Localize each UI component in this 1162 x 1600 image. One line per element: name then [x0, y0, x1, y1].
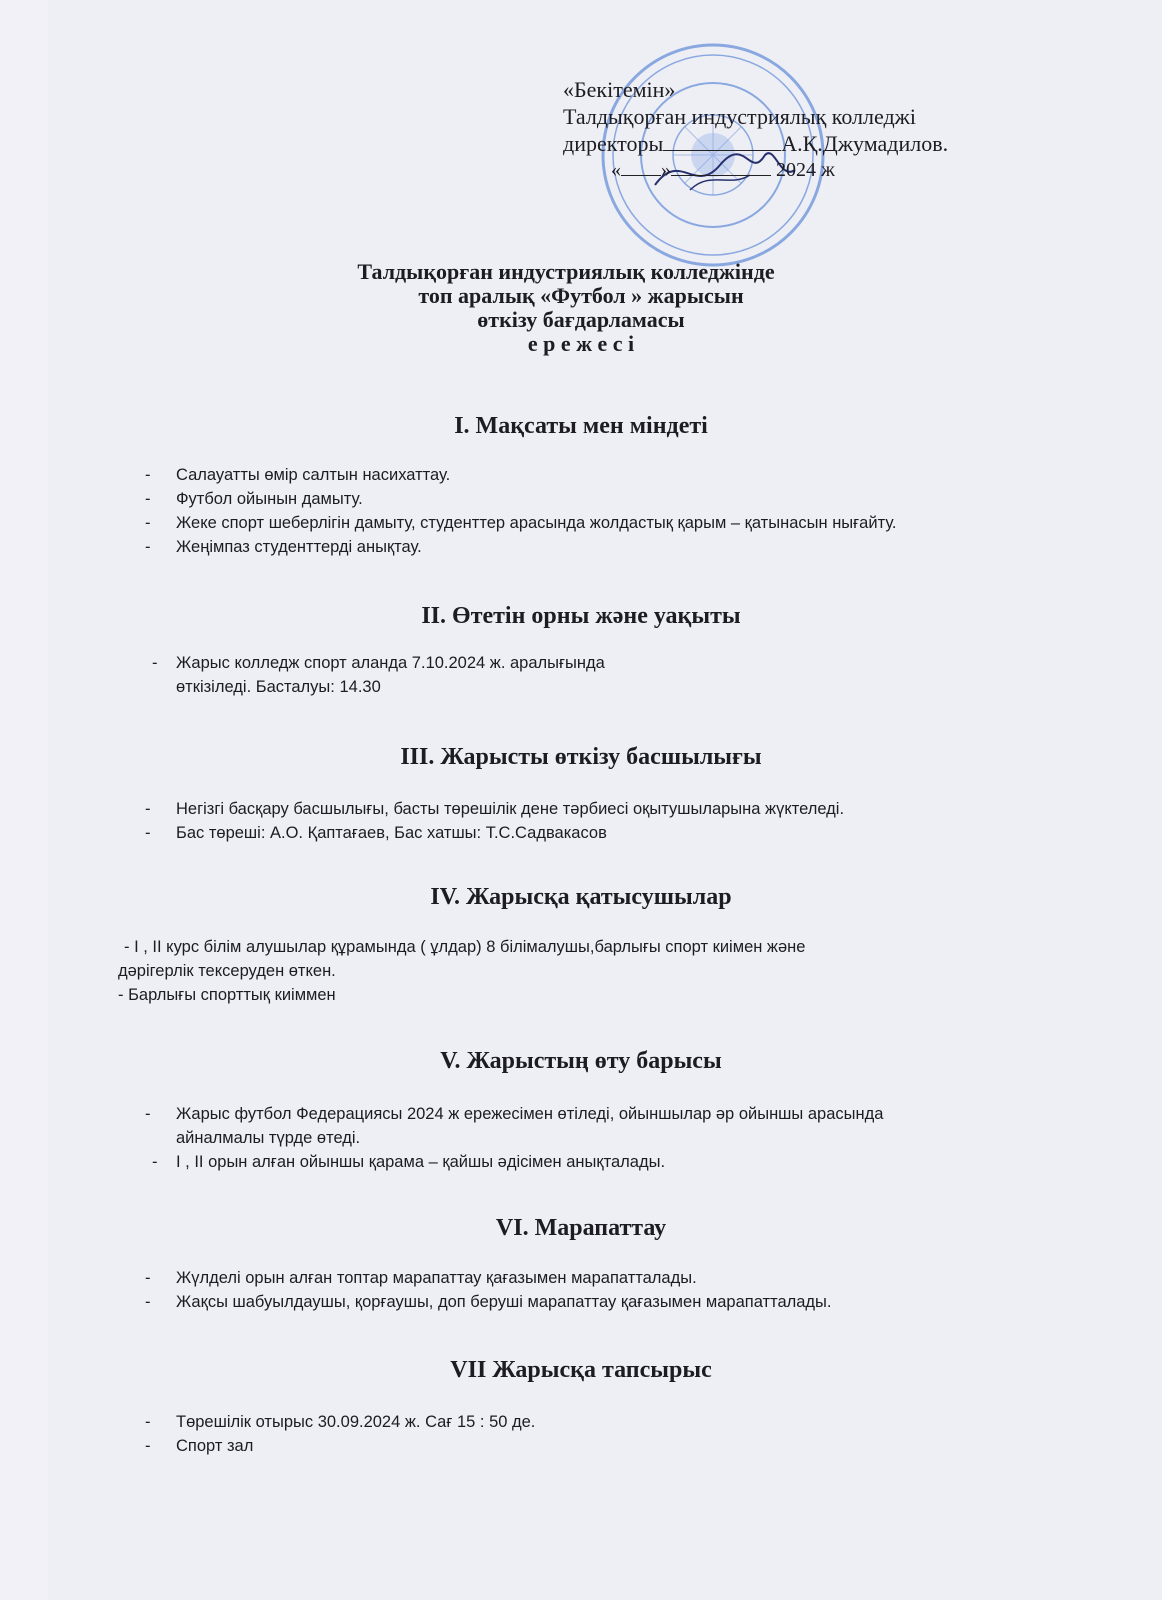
approval-college: Талдықорған индустриялық колледжі: [563, 104, 916, 129]
director-name: А.Қ.Джумадилов.: [781, 131, 949, 156]
participants-line-1: - I , II курс білім алушылар құрамында ( ұлдар) 8 білімалушы,барлығы спорт киімен және: [124, 938, 806, 956]
list-item: - Бас төреші: А.О. Қаптағаев, Бас хатшы: Т.С.Садвакасов: [145, 824, 607, 842]
approval-heading: «Бекітемін»: [563, 77, 676, 102]
date-month-blank: [671, 175, 771, 176]
participants-line-2: дәрігерлік тексеруден өткен.: [118, 962, 336, 980]
section-application: [0, 1356, 1162, 1458]
title-line-2: топ аралық «Футбол » жарысын: [418, 283, 744, 308]
list-item-continuation: айналмалы түрде өтеді.: [176, 1129, 361, 1147]
list-item: - Негізгі басқару басшылығы, басты төрешілік дене тәрбиесі оқытушыларына жүктеледі.: [145, 800, 845, 818]
date-quote-open: «: [611, 159, 621, 181]
list-item: - Жақсы шабуылдаушы, қорғаушы, доп беруші марапаттау қағазымен марапатталады.: [145, 1293, 832, 1311]
section-heading: I. Мақсаты мен міндеті: [454, 413, 708, 439]
list-item: - Төрешілік отырыс 30.09.2024 ж. Сағ 15 : 50 де.: [145, 1413, 536, 1431]
title-line-3: өткізу бағдарламасы: [477, 307, 685, 332]
list-item: - Жеңімпаз студенттерді анықтау.: [145, 538, 422, 556]
section-goals: [0, 412, 1162, 559]
list-item: - Салауатты өмір салтын насихаттау.: [145, 466, 451, 484]
title-line-4: е р е ж е с і: [527, 331, 635, 356]
approval-director-label: директоры: [563, 131, 664, 156]
list-item: - I , II орын алған ойыншы қарама – қайшы әдісімен анықталады.: [152, 1153, 666, 1171]
document-title: [0, 260, 1162, 356]
approval-director: [563, 130, 948, 157]
date-year: 2024 ж: [776, 159, 835, 181]
participants-line-3: - Барлығы спорттық киіммен: [118, 986, 336, 1004]
signature-blank: [663, 150, 781, 151]
section-heading: II. Өтетін орны және уақыты: [421, 603, 741, 629]
list-item: - Жеке спорт шеберлігін дамыту, студенттер арасында жолдастық қарым – қатынасын нығайту.: [145, 514, 897, 532]
date-quote-close: »: [661, 159, 671, 181]
section-heading: IV. Жарысқа қатысушылар: [430, 884, 732, 910]
section-heading: V. Жарыстың өту барысы: [440, 1048, 722, 1074]
approval-block: [563, 76, 948, 184]
list-item: - Спорт зал: [145, 1437, 254, 1455]
list-item: - Жарыс футбол Федерациясы 2024 ж ережесімен өтіледі, ойыншылар әр ойыншы арасында: [145, 1105, 884, 1123]
list-item-continuation: өткізіледі. Басталуы: 14.30: [176, 678, 381, 696]
list-item: - Футбол ойынын дамыту.: [145, 490, 363, 508]
section-management: [0, 743, 1162, 845]
list-item: - Жарыс колледж спорт аланда 7.10.2024 ж. аралығында: [152, 654, 605, 672]
section-place-time: [0, 602, 1162, 699]
approval-date: [563, 157, 948, 184]
title-line-1: Талдықорған индустриялық колледжінде: [357, 259, 775, 284]
section-heading: VII Жарысқа тапсырыс: [450, 1357, 712, 1383]
section-course: [0, 1047, 1162, 1174]
section-heading: III. Жарысты өткізу басшылығы: [400, 744, 762, 770]
section-heading: VI. Марапаттау: [495, 1215, 667, 1241]
list-item: - Жүлделі орын алған топтар марапаттау қағазымен марапатталады.: [145, 1269, 697, 1287]
section-awards: [0, 1214, 1162, 1314]
section-participants: [0, 883, 1162, 1007]
date-day-blank: [621, 175, 661, 176]
